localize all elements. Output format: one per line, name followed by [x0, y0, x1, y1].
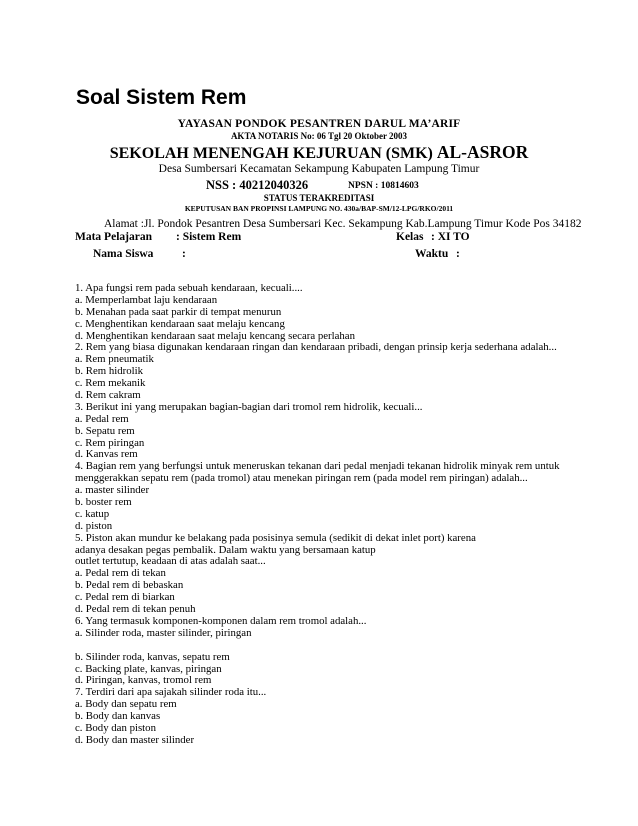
- notary-deed: AKTA NOTARIS No: 06 Tgl 20 Oktober 2003: [230, 131, 408, 141]
- blank-line: [75, 640, 560, 652]
- answer-option: a. Pedal rem di tekan: [75, 567, 166, 580]
- answer-option: d. Pedal rem di tekan penuh: [75, 603, 196, 616]
- school-brand: AL-ASROR: [436, 142, 529, 162]
- student-name-label: Nama Siswa: [93, 248, 154, 260]
- answer-option: b. Menahan pada saat parkir di tempat menurun: [75, 305, 282, 318]
- answer-option: d. Piringan, kanvas, tromol rem: [75, 674, 212, 687]
- answer-option: d. piston: [75, 519, 113, 532]
- npsn-number: NPSN : 10814603: [348, 181, 419, 191]
- class-value: : XI TO: [431, 231, 470, 243]
- answer-option: a. Silinder roda, master silinder, piringan: [75, 626, 252, 639]
- answer-option: b. Silinder roda, kanvas, sepatu rem: [75, 650, 230, 663]
- answer-option: c. Body dan piston: [75, 721, 156, 734]
- foundation-name: YAYASAN PONDOK PESANTREN DARUL MA’ARIF: [177, 118, 461, 130]
- answer-option: a. master silinder: [75, 484, 150, 497]
- answer-option: c. katup: [75, 507, 110, 520]
- question-text: 1. Apa fungsi rem pada sebuah kendaraan, kecuali....: [75, 282, 303, 294]
- school-name-line: [0, 142, 638, 163]
- answer-option: c. Pedal rem di biarkan: [75, 591, 175, 604]
- answer-option: c. Backing plate, kanvas, piringan: [75, 662, 222, 675]
- question-text: 3. Berikut ini yang merupakan bagian-bagian dari tromol rem hidrolik, kecuali...: [75, 400, 423, 413]
- answer-option: b. Body dan kanvas: [75, 710, 161, 723]
- answer-option: a. Memperlambat laju kendaraan: [75, 293, 218, 306]
- answer-option: d. Kanvas rem: [75, 448, 138, 461]
- answer-option: a. Body dan sepatu rem: [75, 698, 177, 711]
- school-village: Desa Sumbersari Kecamatan Sekampung Kabupaten Lampung Timur: [158, 163, 480, 175]
- answer-option: outlet tertutup, keadaan di atas adalah saat...: [75, 555, 266, 568]
- answer-option: b. Sepatu rem: [75, 424, 135, 437]
- subject-value: : Sistem Rem: [176, 231, 242, 243]
- answer-option: menggerakkan sepatu rem (pada tromol) atau menekan piringan rem (pada model rem piringan) adalah...: [75, 472, 528, 485]
- time-value: :: [456, 248, 460, 260]
- time-label: Waktu: [415, 248, 449, 260]
- answer-option: c. Rem piringan: [75, 436, 145, 449]
- answer-option: d. Menghentikan kendaraan saat melaju kencang secara perlahan: [75, 329, 355, 342]
- question-text: 6. Yang termasuk komponen-komponen dalam rem tromol adalah...: [75, 614, 367, 627]
- class-label: Kelas: [396, 231, 424, 243]
- answer-option: d. Rem cakram: [75, 389, 141, 402]
- answer-option: a. Rem pneumatik: [75, 353, 154, 366]
- school-name: SEKOLAH MENENGAH KEJURUAN (SMK): [109, 145, 433, 162]
- accreditation-status: STATUS TERAKREDITASI: [263, 193, 375, 203]
- question-list: [75, 283, 560, 747]
- question-text: 5. Piston akan mundur ke belakang pada posisinya semula (sedikit di dekat inlet port) karena: [75, 531, 476, 544]
- nss-number: NSS : 40212040326: [206, 178, 309, 192]
- school-address: Alamat :Jl. Pondok Pesantren Desa Sumbersari Kec. Sekampung Kab.Lampung Timur Kode Pos 34182: [104, 218, 582, 230]
- student-name-value: :: [182, 248, 186, 260]
- answer-option: b. Pedal rem di bebaskan: [75, 579, 184, 592]
- question-text: 7. Terdiri dari apa sajakah silinder roda itu...: [75, 686, 267, 699]
- answer-option: b. boster rem: [75, 496, 132, 509]
- answer-option: c. Menghentikan kendaraan saat melaju kencang: [75, 317, 285, 330]
- answer-option: c. Rem mekanik: [75, 377, 146, 390]
- page-title: Soal Sistem Rem: [76, 86, 247, 109]
- question-text: 2. Rem yang biasa digunakan kendaraan ringan dan kendaraan pribadi, dengan prinsip kerja sederhana adalah...: [75, 341, 557, 354]
- answer-option: adanya desakan pegas pembalik. Dalam waktu yang bersamaan katup: [75, 543, 376, 556]
- answer-option: b. Rem hidrolik: [75, 365, 144, 378]
- answer-option: d. Body dan master silinder: [75, 733, 195, 746]
- subject-label: Mata Pelajaran: [75, 231, 152, 243]
- accreditation-decree: KEPUTUSAN BAN PROPINSI LAMPUNG NO. 430a/BAP-SM/12-LPG/RKO/2011: [184, 204, 454, 213]
- answer-option: a. Pedal rem: [75, 412, 129, 425]
- question-text: 4. Bagian rem yang berfungsi untuk meneruskan tekanan dari pedal menjadi tekanan hidrolik minyak rem untuk: [75, 460, 560, 473]
